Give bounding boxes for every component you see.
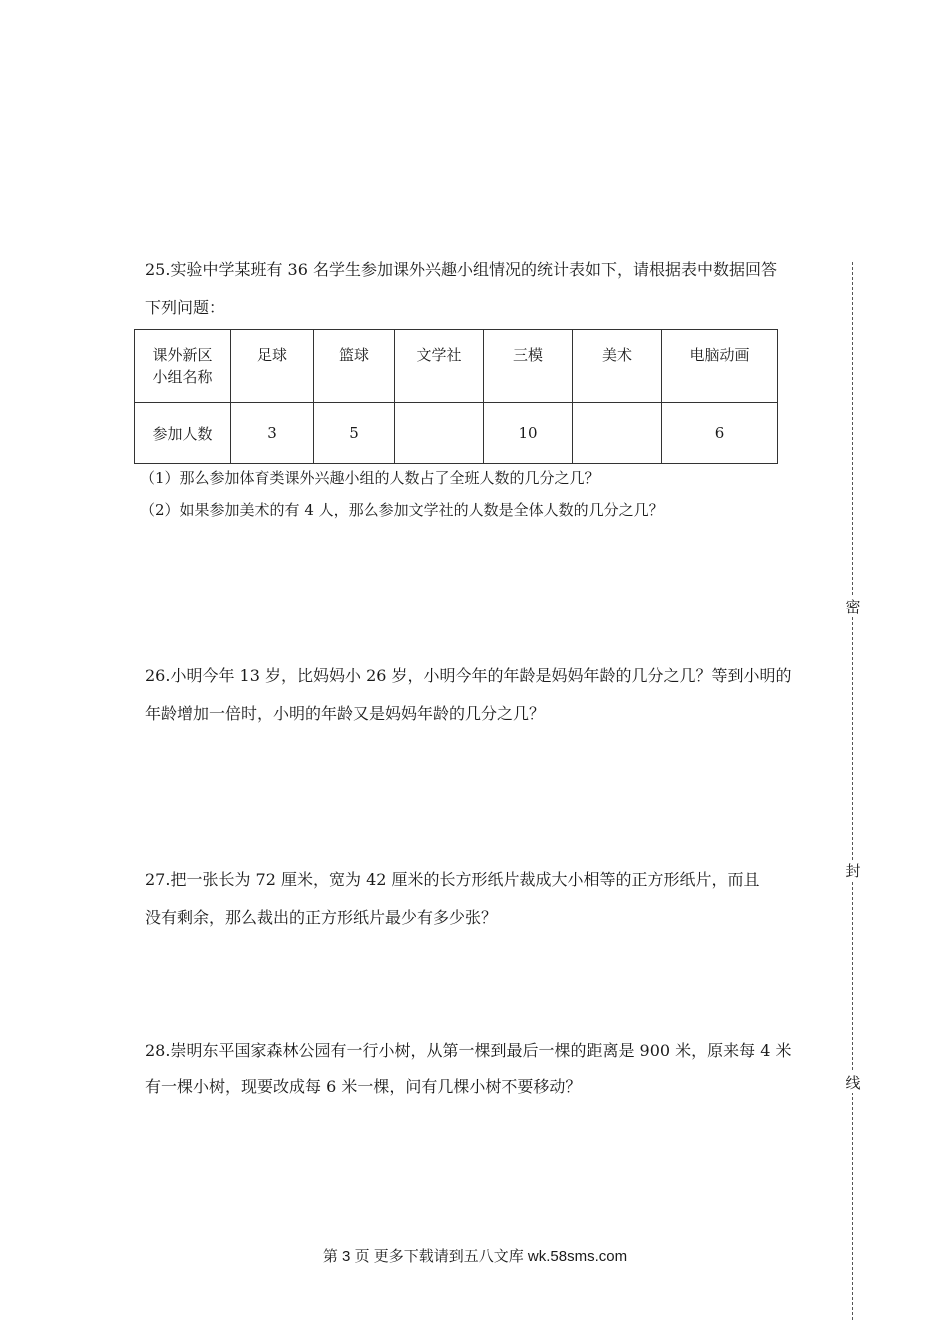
group-sanmo: 三模: [484, 330, 573, 403]
stats-table: [134, 329, 778, 464]
table-count-row: [135, 403, 778, 464]
binding-char-xian: 线: [842, 1072, 864, 1093]
q25-line-2: 下列问题：: [145, 298, 226, 317]
count-sanmo: 10: [484, 403, 573, 464]
q27-line-2: 没有剩余，那么裁出的正方形纸片最少有多少张？: [145, 908, 498, 927]
q27-line-1: 27.把一张长为 72 厘米，宽为 42 厘米的长方形纸片裁成大小相等的正方形纸片，而且: [145, 870, 760, 889]
page-footer: 第 3 页 更多下载请到五八文库 wk.58sms.com: [322, 1248, 628, 1265]
q26-line-2: 年龄增加一倍时，小明的年龄又是妈妈年龄的几分之几？: [145, 704, 546, 723]
table-header-label: [135, 330, 231, 403]
group-football: 足球: [231, 330, 314, 403]
q25-line-1: 25.实验中学某班有 36 名学生参加课外兴趣小组情况的统计表如下，请根据表中数据回答: [145, 260, 777, 279]
count-animation: 6: [662, 403, 778, 464]
q25-sub-1: （1）那么参加体育类课外兴趣小组的人数占了全班人数的几分之几？: [140, 469, 600, 487]
row-label: 参加人数: [135, 403, 231, 464]
group-literature: 文学社: [395, 330, 484, 403]
group-basketball: 篮球: [314, 330, 395, 403]
group-animation: 电脑动画: [662, 330, 778, 403]
count-football: 3: [231, 403, 314, 464]
table-header-row: [135, 330, 778, 403]
binding-char-feng: 封: [842, 860, 864, 881]
binding-dashed-line: [852, 262, 853, 1320]
q25-sub-2: （2）如果参加美术的有 4 人，那么参加文学社的人数是全体人数的几分之几？: [140, 501, 664, 519]
q28-line-2: 有一棵小树，现要改成每 6 米一棵，问有几棵小树不要移动？: [145, 1077, 582, 1096]
q28-line-1: 28.崇明东平国家森林公园有一行小树，从第一棵到最后一棵的距离是 900 米，原来每 4 米: [145, 1041, 792, 1060]
count-literature: [395, 403, 484, 464]
header-label-line-2: 小组名称: [152, 368, 213, 386]
count-art: [573, 403, 662, 464]
q26-line-1: 26.小明今年 13 岁，比妈妈小 26 岁，小明今年的年龄是妈妈年龄的几分之几？等到小明的: [145, 666, 792, 685]
binding-char-mi: 密: [842, 596, 864, 617]
count-basketball: 5: [314, 403, 395, 464]
group-art: 美术: [573, 330, 662, 403]
header-label-line-1: 课外新区: [152, 346, 213, 364]
